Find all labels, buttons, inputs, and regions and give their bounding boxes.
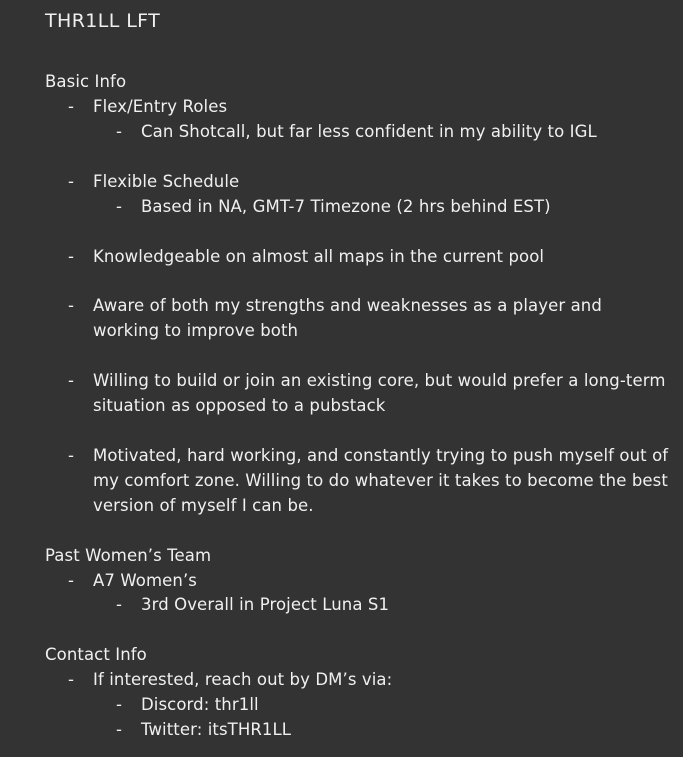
bullet-dash: - — [116, 720, 123, 739]
contact-discord: Discord: thr1ll — [141, 695, 259, 714]
document-title: THR1LL LFT — [45, 10, 161, 32]
list-item-team: A7 Women’s — [93, 571, 197, 590]
bullet-dash: - — [116, 197, 123, 216]
bullet-dash: - — [68, 247, 75, 266]
list-item-core: Willing to build or join an existing core, but would prefer a long-term situation as opposed to a pubstack — [93, 371, 666, 415]
bullet-dash: - — [68, 371, 75, 390]
bullet-dash: - — [68, 670, 75, 689]
section-heading-past-team: Past Women’s Team — [45, 546, 212, 565]
bullet-dash: - — [68, 571, 75, 590]
sub-item-shotcall: Can Shotcall, but far less confident in my ability to IGL — [141, 122, 597, 141]
list-item-maps: Knowledgeable on almost all maps in the current pool — [93, 247, 545, 266]
bullet-dash: - — [68, 97, 75, 116]
list-item-motivated: Motivated, hard working, and constantly trying to push myself out of my comfort zone. Willing to do whatever it takes to become the best version of myself I can be. — [93, 446, 669, 515]
section-heading-contact: Contact Info — [45, 645, 147, 664]
bullet-dash: - — [116, 695, 123, 714]
section-heading-basic-info: Basic Info — [45, 72, 127, 91]
bullet-dash: - — [116, 122, 123, 141]
sub-item-result: 3rd Overall in Project Luna S1 — [141, 595, 390, 614]
list-item-strengths: Aware of both my strengths and weaknesses as a player and working to improve both — [93, 296, 602, 340]
bullet-dash: - — [68, 296, 75, 315]
bullet-dash: - — [68, 446, 75, 465]
list-item-roles: Flex/Entry Roles — [93, 97, 228, 116]
bullet-dash: - — [68, 172, 75, 191]
bullet-dash: - — [116, 595, 123, 614]
list-item-schedule: Flexible Schedule — [93, 172, 240, 191]
sub-item-timezone: Based in NA, GMT-7 Timezone (2 hrs behind EST) — [141, 197, 551, 216]
list-item-contact: If interested, reach out by DM’s via: — [93, 670, 393, 689]
contact-twitter: Twitter: itsTHR1LL — [141, 720, 292, 739]
